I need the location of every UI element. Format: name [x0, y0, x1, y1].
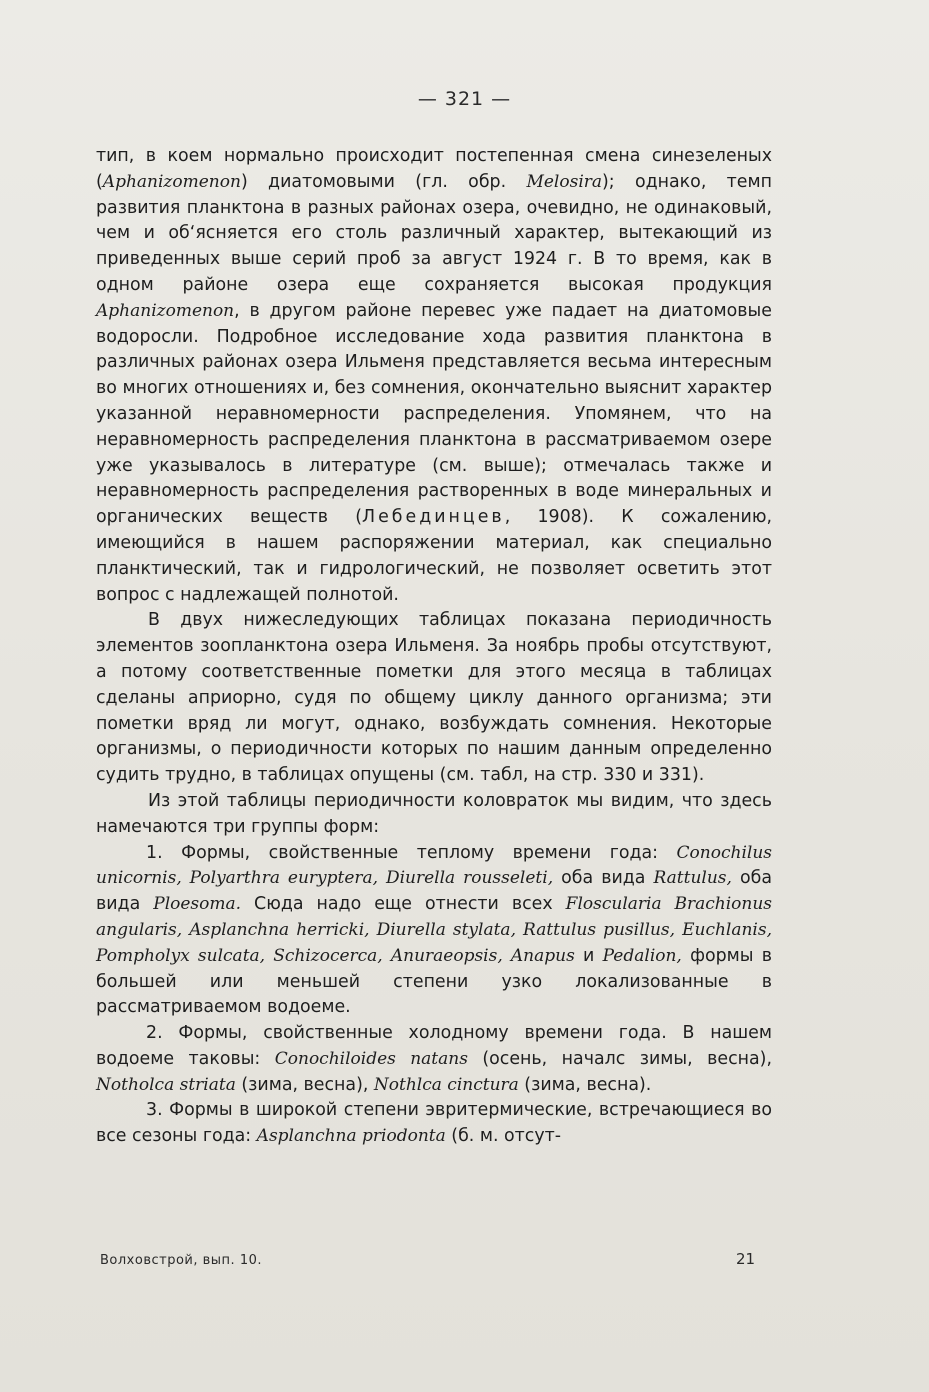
text-run: ); однако, темп развития планктона в разных районах озера, очевидно, не одинаковый, чем и об‘ясняется его столь различный характер, вытекающий из приведенных выше серий проб за август 1924 г. В то время, как в одном районе озера еще сохраняется высокая продукция: [96, 171, 772, 295]
species-name: Aphanizomenon: [96, 300, 235, 321]
species-name: Nothlca cinctura: [373, 1074, 519, 1095]
footer-publication: Волховстрой, вып. 10.: [100, 1253, 262, 1268]
paragraph: [96, 841, 772, 1022]
species-name: Pedalion,: [602, 945, 682, 966]
body-text: [96, 144, 772, 1150]
text-run: 1. Формы, свойственные теплому времени года:: [146, 842, 677, 863]
text-run: , в другом районе перевес уже падает на диатомовые водоросли. Подробное исследование хода развития планктона в различных районах озера Ильменя представляется весьма интересным во многих отношениях и, без сомнения, окончательно выяснит характер указанной неравномерности распределения. Упомянем, что на неравномерность распределения планктона в рассматриваемом озере уже указывалось в литературе (см. выше); отмечалась также и неравномерность распределения растворенных в воде минеральных и органических веществ (: [96, 300, 772, 528]
text-run: (зима, весна),: [235, 1074, 374, 1095]
species-name: Asplanchna priodonta: [256, 1126, 446, 1147]
text-run: 2. Формы, свойственные холодному времени года. В нашем водоеме таковы:: [96, 1023, 772, 1069]
text-run: (зима, весна).: [518, 1074, 652, 1095]
author-citation: Лебединцев: [362, 507, 505, 528]
species-name: Aphanizomenon: [102, 171, 241, 192]
species-name: Floscularia Brachionus angularis, Asplanchna herricki, Diurella stylata, Rattulus pusillus, Euchlanis, Pompholyx sulcata, Schizocerca, Anuraeopsis, Anapus: [96, 894, 772, 966]
paragraph: [96, 1021, 772, 1098]
text-run: Из этой таблицы периодичности коловраток мы видим, что здесь намечаются три группы форм:: [96, 790, 772, 837]
text-run: оба вида: [553, 868, 654, 889]
species-name: Rattulus,: [653, 868, 732, 889]
species-name: Conochilus unicornis, Polyarthra euryptera, Diurella rousseleti,: [96, 842, 772, 889]
paragraph: [96, 608, 772, 789]
species-name: Conochiloides natans: [274, 1048, 468, 1069]
text-run: Сюда надо еще отнести всех: [241, 894, 566, 915]
text-run: ) диатомовыми (гл. обр.: [240, 171, 527, 192]
text-run: тип, в коем нормально происходит постепенная смена синезеленых (: [96, 146, 772, 192]
species-name: Melosira: [526, 171, 603, 192]
text-run: (осень, началс зимы, весна),: [467, 1048, 772, 1069]
species-name: Notholca striata: [96, 1074, 236, 1095]
paragraph: [96, 1098, 772, 1150]
text-run: , 1908). К сожалению, имеющийся в нашем распоряжении материал, как специально планктический, так и гидрологический, не позволяет осветить этот вопрос с надлежащей полнотой.: [96, 507, 772, 605]
text-run: и: [574, 945, 603, 966]
text-run: формы в большей или меньшей степени узко локализованные в рассматриваемом водоеме.: [96, 945, 773, 1018]
paragraph: [96, 144, 772, 608]
text-run: 3. Формы в широкой степени эвритермические, встречающиеся во все сезоны года:: [96, 1100, 772, 1147]
text-run: В двух нижеследующих таблицах показана периодичность элементов зоопланктона озера Ильменя. За ноябрь пробы отсутствуют, а потому соответственные пометки для этого месяца в таблицах сделаны априорно, судя по общему циклу данного организма; эти пометки вряд ли могут, однако, возбуждать сомнения. Некоторые организмы, о периодичности которых по нашим данным определенно судить трудно, в таблицах опущены (см. табл, на стр. 330 и 331).: [96, 610, 772, 786]
page-number: — 321 —: [417, 88, 512, 110]
species-name: Ploesoma.: [153, 894, 242, 915]
footer-signature-number: 21: [736, 1250, 756, 1268]
text-run: оба вида: [96, 868, 772, 915]
text-run: (б. м. отсут-: [445, 1126, 562, 1147]
paragraph: [96, 789, 772, 841]
